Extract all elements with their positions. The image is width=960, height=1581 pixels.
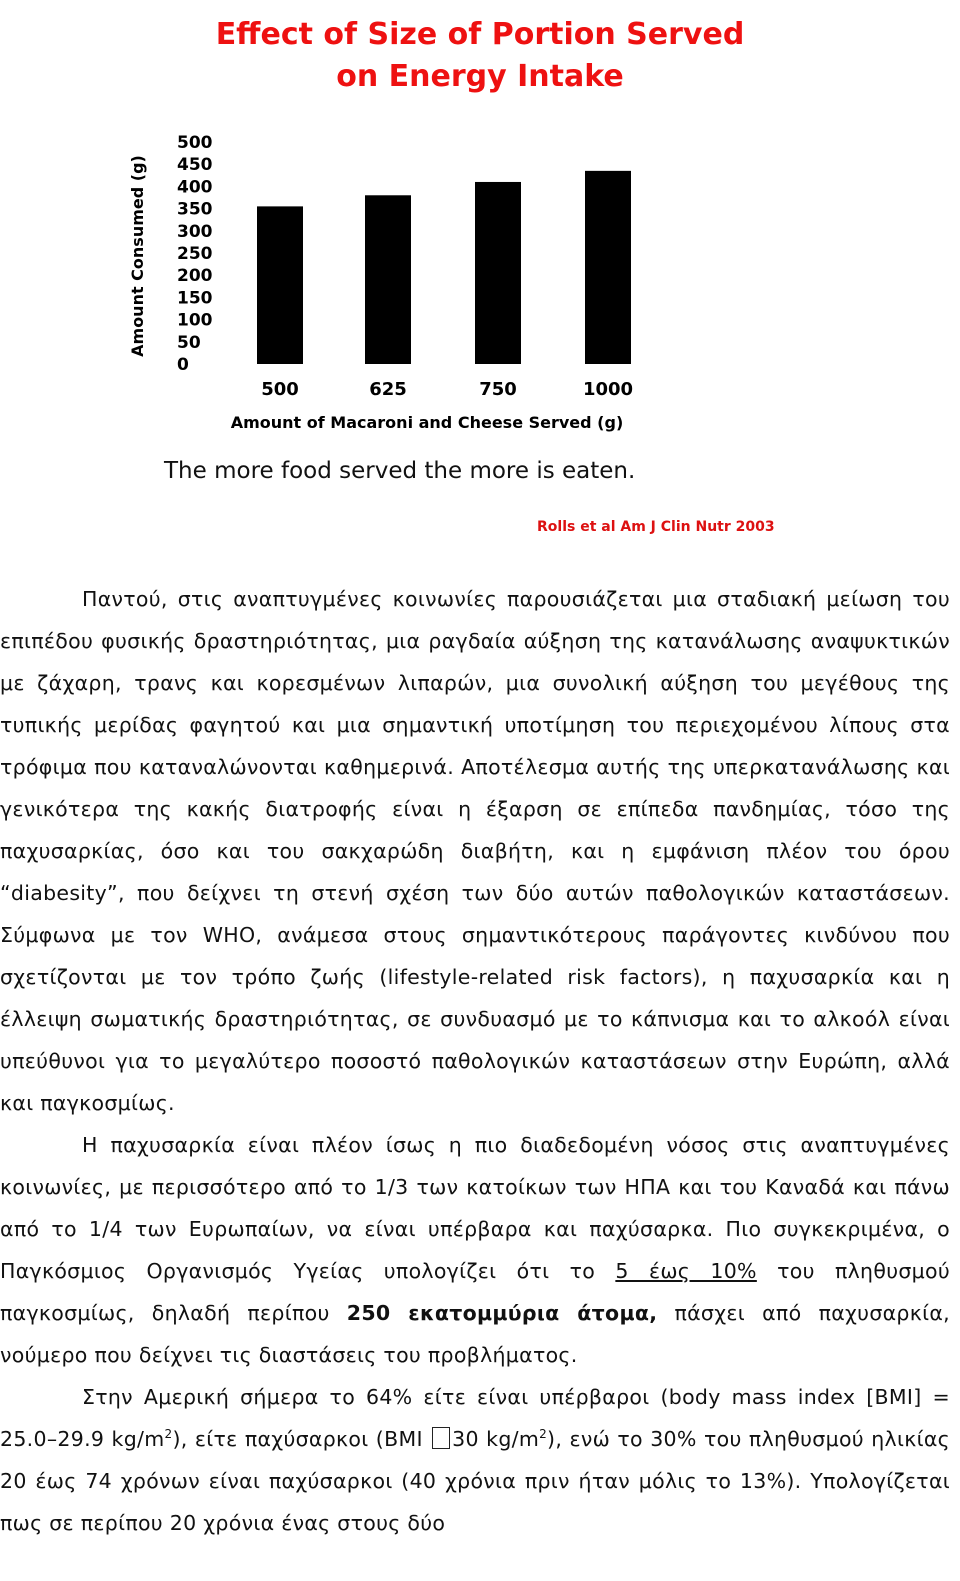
bar <box>365 195 411 364</box>
y-tick-label: 450 <box>177 155 213 176</box>
x-tick-label: 1000 <box>582 379 634 400</box>
paragraph-2-text-a: Η παχυσαρκία είναι πλέον ίσως η πιο διαδεδομένη νόσος στις αναπτυγμένες κοινωνίες, με περισσότερο από το 1/3 των κατοίκων των ΗΠΑ και του Καναδά και πάνω από το 1/4 των Ευρωπαίων, να είναι υπέρβαρα και παχύσαρκα. Πιο συγκεκριμένα, ο Παγκόσμιος Οργανισμός Υγείας υπολογίζει ότι το <box>0 1133 950 1283</box>
y-tick-label: 0 <box>177 355 189 375</box>
paragraph-3 <box>0 1376 950 1544</box>
paragraph-2-text-b: του πληθυσμού παγκοσμίως, δηλαδή περίπου <box>0 1259 950 1325</box>
body-text <box>0 578 950 1544</box>
paragraph-3-text-c: 30 kg/m <box>452 1427 540 1451</box>
missing-glyph-icon <box>432 1427 450 1449</box>
figure-title-line1: Effect of Size of Portion Served <box>215 17 745 52</box>
bar <box>585 171 631 364</box>
x-tick-label: 750 <box>479 379 517 400</box>
bar <box>475 182 521 364</box>
figure-citation: Rolls et al Am J Clin Nutr 2003 <box>537 519 775 535</box>
bar-chart <box>0 0 960 450</box>
figure <box>0 0 960 560</box>
x-tick-labels <box>261 379 633 400</box>
y-tick-labels <box>177 133 213 375</box>
x-tick-label: 500 <box>261 379 299 400</box>
paragraph-3-text-a: Στην Αμερική σήμερα το 64% είτε είναι υπέρβαροι (body mass index [BMI] = 25.0–29.9 kg/m <box>0 1385 950 1451</box>
y-tick-label: 200 <box>177 266 213 287</box>
y-tick-label: 100 <box>177 310 213 331</box>
paragraph-2 <box>0 1124 950 1376</box>
paragraph-1-text-b: “diabesity”, που δείχνει τη στενή σχέση των δύο αυτών παθολογικών καταστάσεων. Σύμφωνα με τον WHO, ανάμεσα στους σημαντικότερους παράγοντες κινδύνου που σχετίζονται με τον τρόπο ζωής (lifestyle-related risk factors), η παχυσαρκία και η έλλειψη σωματικής δραστηριότητας, σε συνδυασμό με το κάπνισμα και το αλκοόλ είναι υπεύθυνοι για το μεγαλύτερο ποσοστό παθολογικών καταστάσεων στην Ευρώπη, αλλά και παγκοσμίως. <box>0 881 950 1115</box>
underlined-percentage: 5 έως 10% <box>615 1259 757 1283</box>
y-tick-label: 50 <box>177 332 201 353</box>
paragraph-2-text-c: πάσχει από παχυσαρκία, νούμερο που δείχνει τις διαστάσεις του προβλήματος. <box>0 1301 950 1367</box>
superscript-2-b: 2 <box>539 1427 548 1442</box>
y-tick-label: 350 <box>177 199 213 220</box>
paragraph-1-text-a: Παντού, στις αναπτυγμένες κοινωνίες παρουσιάζεται μια σταδιακή μείωση του επιπέδου φυσικής δραστηριότητας, μια ραγδαία αύξηση της κατανάλωσης αναψυκτικών με ζάχαρη, τρανς και κορεσμένων λιπαρών, μια συνολική αύξηση του μεγέθους της τυπικής μερίδας φαγητού και μια σημαντική υποτίμηση του περιεχομένου λίπους στα τρόφιμα που καταναλώνονται καθημερινά. Αποτέλεσμα αυτής της υπερκατανάλωσης και γενικότερα της κακής διατροφής είναι η έξαρση σε επίπεδα πανδημίας, τόσο της παχυσαρκίας, όσο και του σακχαρώδη διαβήτη, και η εμφάνιση πλέον του όρου <box>0 587 950 863</box>
bold-population-count: 250 εκατομμύρια άτομα, <box>346 1301 658 1325</box>
y-tick-label: 150 <box>177 288 213 309</box>
figure-caption: The more food served the more is eaten. <box>164 458 636 484</box>
paragraph-3-text-d: ), ενώ το 30% του πληθυσμού ηλικίας 20 έως 74 χρόνων είναι παχύσαρκοι (40 χρόνια πριν ήταν μόλις το 13%). Υπολογίζεται πως σε περίπου 20 χρόνια ένας στους δύο <box>0 1427 950 1535</box>
bars <box>257 171 631 364</box>
y-tick-label: 500 <box>177 133 213 153</box>
bar <box>257 206 303 364</box>
y-axis-label: Amount Consumed (g) <box>128 155 147 357</box>
y-tick-label: 400 <box>177 177 213 198</box>
superscript-2-a: 2 <box>164 1427 173 1442</box>
paragraph-3-text-b: ), είτε παχύσαρκοι (BMI <box>172 1427 423 1451</box>
y-tick-label: 250 <box>177 244 213 264</box>
y-tick-label: 300 <box>177 221 213 242</box>
x-tick-label: 625 <box>369 379 407 400</box>
paragraph-1 <box>0 578 950 1124</box>
figure-title-line2: on Energy Intake <box>336 59 624 94</box>
x-axis-label: Amount of Macaroni and Cheese Served (g) <box>230 413 624 432</box>
